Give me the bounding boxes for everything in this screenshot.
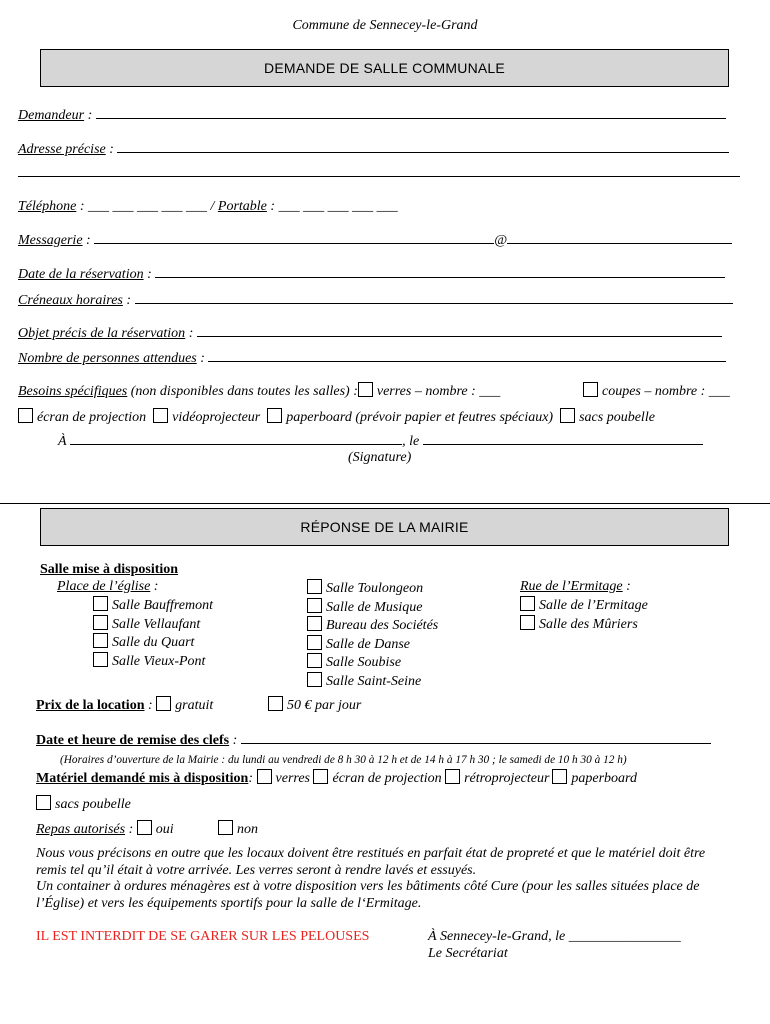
adresse-field-2[interactable]	[18, 164, 740, 177]
creneaux-row: Créneaux horaires :	[18, 291, 733, 309]
lieu-field[interactable]: ________________	[568, 929, 681, 944]
coupes-checkbox[interactable]	[583, 382, 598, 397]
salle-label: Salle de Musique	[326, 599, 423, 615]
portable-field[interactable]: ___ ___ ___ ___ ___	[278, 199, 398, 214]
creneaux-label: Créneaux horaires	[18, 293, 123, 308]
demandeur-row: Demandeur :	[18, 106, 726, 124]
mat-paper-label: paperboard	[571, 771, 637, 786]
ecran-checkbox[interactable]	[18, 408, 33, 423]
rue-ermitage-label: Rue de l’Ermitage	[520, 579, 623, 594]
salle-checkbox[interactable]	[93, 652, 108, 667]
salle-label: Salle de Danse	[326, 636, 410, 652]
besoins-row	[18, 382, 500, 400]
salle-mise-title: Salle mise à disposition	[40, 562, 179, 577]
video-checkbox[interactable]	[153, 408, 168, 423]
reponse-banner	[40, 508, 729, 546]
date-remise-label: Date et heure de remise des clefs	[36, 733, 230, 748]
non-label: non	[237, 822, 258, 837]
mat-ecran-label: écran de projection	[332, 771, 442, 786]
equipement-row	[18, 408, 655, 426]
adresse-label: Adresse précise	[18, 142, 106, 157]
prix-row: Prix de la location : gratuit	[36, 698, 214, 713]
portable-label: Portable	[217, 199, 267, 214]
mat-verres-checkbox[interactable]	[257, 769, 272, 784]
date-reservation-row: Date de la réservation :	[18, 265, 725, 283]
demandeur-label: Demandeur	[18, 108, 85, 123]
salles-col1	[93, 596, 213, 670]
nombre-field[interactable]	[208, 349, 726, 362]
salles-col2	[307, 579, 438, 691]
repas-label: Repas autorisés	[36, 822, 126, 837]
coupes-label: coupes – nombre : ___	[602, 384, 730, 399]
oui-label: oui	[155, 822, 174, 837]
messagerie-row: Messagerie : @	[18, 231, 732, 249]
salle-option[interactable]	[93, 652, 213, 671]
salle-option[interactable]	[93, 596, 213, 615]
mat-ecran-checkbox[interactable]	[313, 769, 328, 784]
info-paragraph-1: Nous vous précisons en outre que les locaux doivent être restitués en parfait état de propreté et que le matériel doit être remis tel qu’il était à votre arrivée. Les verres seront à rendre lavés et essuyés.	[36, 846, 706, 878]
objet-field[interactable]	[197, 324, 722, 337]
materiel-label: Matériel demandé mis à disposition	[36, 771, 249, 786]
salle-checkbox[interactable]	[307, 635, 322, 650]
horaires-note: (Horaires d’ouverture de la Mairie : du lundi au vendredi de 8 h 30 à 12 h et de 14 h à 17 h 30 ; le samedi de 10 h 30 à 12 h)	[60, 754, 627, 766]
coupes-row	[583, 382, 730, 400]
salle-option[interactable]	[307, 616, 438, 635]
cinquante-checkbox[interactable]	[268, 696, 283, 711]
info-paragraph-2: Un container à ordures ménagères est à votre disposition vers les bâtiments côté Cure (pour les salles situées place de l’Église) et vers les équipements sportifs pour la salle de l‘Ermitage.	[36, 879, 700, 911]
salle-label: Salle Vieux-Pont	[112, 653, 206, 669]
objet-row: Objet précis de la réservation :	[18, 324, 722, 342]
oui-checkbox[interactable]	[137, 820, 152, 835]
besoins-label: Besoins spécifiques	[18, 384, 128, 399]
repas-row: Repas autorisés : oui	[36, 822, 174, 837]
at-sign: @	[494, 233, 508, 248]
verres-label: verres – nombre : ___	[376, 384, 501, 399]
nombre-label: Nombre de personnes attendues	[18, 351, 197, 366]
salle-option[interactable]	[307, 635, 438, 654]
mat-sacs-checkbox[interactable]	[36, 795, 51, 810]
salle-option[interactable]	[93, 633, 213, 652]
materiel-row: Matériel demandé mis à disposition: verres écran de projection rétroprojecteur paperboard	[36, 771, 637, 786]
prix-label: Prix de la location	[36, 698, 145, 713]
paperboard-label: paperboard (prévoir papier et feutres spéciaux)	[286, 410, 554, 425]
mat-paper-checkbox[interactable]	[552, 769, 567, 784]
signature-label: (Signature)	[348, 450, 412, 465]
salle-checkbox[interactable]	[93, 615, 108, 630]
adresse-row: Adresse précise :	[18, 140, 729, 158]
salle-label: Salle Toulongeon	[326, 581, 424, 596]
adresse-field[interactable]	[117, 140, 729, 153]
non-row	[218, 820, 258, 838]
salle-label: Salle de l’Ermitage	[539, 598, 648, 613]
reponse-title: RÉPONSE DE LA MAIRIE	[300, 519, 469, 535]
salle-label: Salle Saint-Seine	[326, 673, 422, 689]
salle-option[interactable]	[520, 596, 648, 615]
nombre-row: Nombre de personnes attendues :	[18, 349, 726, 367]
salle-checkbox[interactable]	[307, 672, 322, 687]
salle-label: Salle des Mûriers	[539, 616, 638, 632]
le-label: , le	[402, 434, 420, 449]
mat-sacs-label: sacs poubelle	[55, 797, 131, 812]
telephone-row: Téléphone : ___ ___ ___ ___ ___ / Portable : ___ ___ ___ ___ ___	[18, 199, 398, 214]
messagerie-field-user[interactable]	[94, 231, 494, 244]
gratuit-checkbox[interactable]	[156, 696, 171, 711]
divider	[0, 503, 770, 504]
salle-checkbox[interactable]	[307, 579, 322, 594]
cinquante-label: 50 € par jour	[287, 698, 362, 713]
cinquante-row	[268, 696, 361, 714]
lieu-date-row	[58, 432, 703, 450]
date-reservation-label: Date de la réservation	[18, 267, 144, 282]
mat-sacs-row	[36, 795, 131, 813]
date-remise-field[interactable]	[241, 731, 711, 744]
salle-checkbox[interactable]	[520, 596, 535, 611]
messagerie-field-domain[interactable]	[507, 231, 732, 244]
form-title: DEMANDE DE SALLE COMMUNALE	[264, 60, 505, 76]
salle-checkbox[interactable]	[307, 653, 322, 668]
video-label: vidéoprojecteur	[172, 410, 261, 425]
salle-option[interactable]	[307, 579, 438, 598]
salle-label: Salle Soubise	[326, 655, 402, 671]
non-checkbox[interactable]	[218, 820, 233, 835]
gratuit-label: gratuit	[175, 698, 214, 713]
salle-option[interactable]	[93, 615, 213, 634]
salle-option[interactable]	[307, 672, 438, 691]
salle-option[interactable]	[520, 615, 648, 634]
telephone-label: Téléphone	[18, 199, 77, 214]
paperboard-checkbox[interactable]	[267, 408, 282, 423]
creneaux-field[interactable]	[135, 291, 733, 304]
salle-checkbox[interactable]	[93, 596, 108, 611]
date-remise-row: Date et heure de remise des clefs :	[36, 731, 711, 749]
salle-option[interactable]	[307, 598, 438, 617]
besoins-note: (non disponibles dans toutes les salles) :	[130, 384, 358, 399]
lieu-label: À Sennecey-le-Grand, le	[428, 929, 566, 944]
le-field[interactable]	[423, 432, 703, 445]
salle-label: Salle du Quart	[112, 635, 195, 651]
salle-label: Bureau des Sociétés	[326, 618, 439, 634]
sacs-label: sacs poubelle	[579, 410, 655, 425]
verres-checkbox[interactable]	[358, 382, 373, 397]
salles-col3	[520, 596, 648, 633]
interdit-notice: IL EST INTERDIT DE SE GARER SUR LES PELOUSES	[36, 929, 370, 944]
commune-header: Commune de Sennecey-le-Grand	[292, 18, 478, 33]
place-eglise-label: Place de l’église	[57, 579, 151, 594]
salle-checkbox[interactable]	[307, 598, 322, 613]
lieu-row	[428, 929, 681, 945]
telephone-field[interactable]: ___ ___ ___ ___ ___	[88, 199, 207, 214]
salle-option[interactable]	[307, 653, 438, 672]
mat-retro-label: rétroprojecteur	[464, 771, 550, 786]
rue-ermitage-row: Rue de l’Ermitage :	[520, 579, 631, 594]
sacs-checkbox[interactable]	[560, 408, 575, 423]
salle-label: Salle Vellaufant	[112, 616, 201, 632]
objet-label: Objet précis de la réservation	[18, 326, 186, 341]
salle-checkbox[interactable]	[93, 633, 108, 648]
mat-retro-checkbox[interactable]	[445, 769, 460, 784]
salle-label: Salle Bauffremont	[112, 598, 213, 613]
salle-checkbox[interactable]	[520, 615, 535, 630]
date-reservation-field[interactable]	[155, 265, 725, 278]
messagerie-label: Messagerie	[18, 233, 83, 248]
a-field[interactable]	[70, 432, 402, 445]
demandeur-field[interactable]	[96, 106, 726, 119]
mat-verres-label: verres	[275, 771, 310, 786]
ecran-label: écran de projection	[37, 410, 147, 425]
secretariat-label: Le Secrétariat	[428, 946, 508, 961]
a-label: À	[58, 434, 67, 449]
salle-checkbox[interactable]	[307, 616, 322, 631]
form-title-banner	[40, 49, 729, 87]
place-eglise-row: Place de l’église :	[57, 579, 159, 594]
